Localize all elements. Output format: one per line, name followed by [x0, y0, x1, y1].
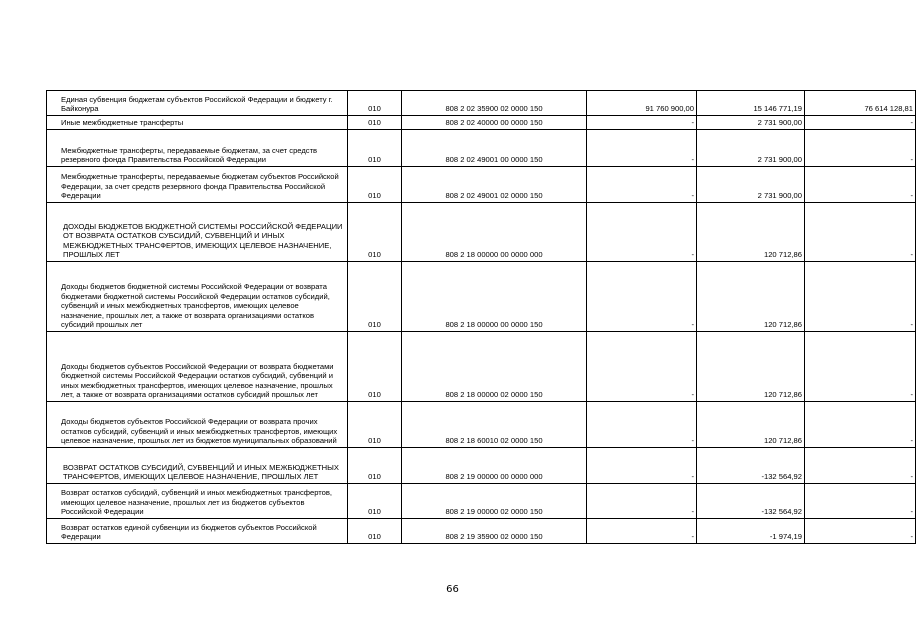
row-kbk: 808 2 02 49001 00 0000 150: [402, 130, 587, 167]
row-approved: 91 760 900,00: [587, 91, 697, 116]
table-row: [47, 91, 916, 116]
row-executed: 120 712,86: [697, 402, 805, 448]
row-name: Доходы бюджетов субъектов Российской Федерации от возврата бюджетами бюджетной системы Российской Федерации остатков субсидий, субвенций и иных межбюджетных трансфертов, имеющих целевое назначение, прошлых лет, а также от возврата организациями остатков субсидий прошлых лет: [47, 332, 348, 402]
row-kbk: 808 2 19 00000 02 0000 150: [402, 484, 587, 519]
row-unexecuted: -: [805, 332, 916, 402]
row-approved: -: [587, 262, 697, 332]
table-row: [47, 130, 916, 167]
row-unexecuted: -: [805, 519, 916, 544]
row-approved: -: [587, 484, 697, 519]
row-name: Иные межбюджетные трансферты: [47, 116, 348, 130]
row-unexecuted: -: [805, 203, 916, 262]
row-executed: 120 712,86: [697, 262, 805, 332]
row-kbk: 808 2 02 35900 02 0000 150: [402, 91, 587, 116]
row-executed: 2 731 900,00: [697, 130, 805, 167]
row-unexecuted: -: [805, 116, 916, 130]
row-code: 010: [348, 484, 402, 519]
table-row: [47, 167, 916, 203]
row-code: 010: [348, 91, 402, 116]
row-executed: -132 564,92: [697, 448, 805, 484]
row-executed: 15 146 771,19: [697, 91, 805, 116]
table-row: [47, 203, 916, 262]
row-code: 010: [348, 203, 402, 262]
table-row: [47, 262, 916, 332]
row-code: 010: [348, 167, 402, 203]
row-executed: 2 731 900,00: [697, 116, 805, 130]
row-name: Межбюджетные трансферты, передаваемые бюджетам субъектов Российской Федерации, за счет средств резервного фонда Правительства Российской Федерации: [47, 167, 348, 203]
row-executed: -1 974,19: [697, 519, 805, 544]
row-name: Возврат остатков единой субвенции из бюджетов субъектов Российской Федерации: [47, 519, 348, 544]
row-executed: -132 564,92: [697, 484, 805, 519]
row-executed: 120 712,86: [697, 203, 805, 262]
page-number: 66: [446, 584, 459, 595]
row-kbk: 808 2 19 00000 00 0000 000: [402, 448, 587, 484]
row-unexecuted: -: [805, 448, 916, 484]
row-approved: -: [587, 448, 697, 484]
table-row: [47, 116, 916, 130]
row-unexecuted: -: [805, 402, 916, 448]
row-code: 010: [348, 262, 402, 332]
row-kbk: 808 2 18 00000 00 0000 000: [402, 203, 587, 262]
row-unexecuted: 76 614 128,81: [805, 91, 916, 116]
row-kbk: 808 2 18 00000 00 0000 150: [402, 262, 587, 332]
row-name: Возврат остатков субсидий, субвенций и иных межбюджетных трансфертов, имеющих целевое назначение, прошлых лет из бюджетов субъектов Российской Федерации: [47, 484, 348, 519]
row-executed: 2 731 900,00: [697, 167, 805, 203]
row-executed: 120 712,86: [697, 332, 805, 402]
row-kbk: 808 2 02 49001 02 0000 150: [402, 167, 587, 203]
row-unexecuted: -: [805, 167, 916, 203]
row-unexecuted: -: [805, 484, 916, 519]
row-name: ДОХОДЫ БЮДЖЕТОВ БЮДЖЕТНОЙ СИСТЕМЫ РОССИЙСКОЙ ФЕДЕРАЦИИ ОТ ВОЗВРАТА ОСТАТКОВ СУБСИДИЙ, СУБВЕНЦИЙ И ИНЫХ МЕЖБЮДЖЕТНЫХ ТРАНСФЕРТОВ, ИМЕЮЩИХ ЦЕЛЕВОЕ НАЗНАЧЕНИЕ, ПРОШЛЫХ ЛЕТ: [47, 203, 348, 262]
table-row: [47, 484, 916, 519]
row-kbk: 808 2 19 35900 02 0000 150: [402, 519, 587, 544]
table-row: [47, 332, 916, 402]
row-code: 010: [348, 130, 402, 167]
row-name: Доходы бюджетов бюджетной системы Российской Федерации от возврата бюджетами бюджетной системы Российской Федерации остатков субсидий, субвенций и иных межбюджетных трансфертов, имеющих целевое назначение, прошлых лет, а также от возврата организациями остатков субсидий прошлых лет: [47, 262, 348, 332]
row-unexecuted: -: [805, 130, 916, 167]
row-name: Доходы бюджетов субъектов Российской Федерации от возврата прочих остатков субсидий, субвенций и иных межбюджетных трансфертов, имеющих целевое назначение, прошлых лет из бюджетов муниципальных образований: [47, 402, 348, 448]
table-row: [47, 402, 916, 448]
row-approved: -: [587, 116, 697, 130]
row-approved: -: [587, 402, 697, 448]
table-row: [47, 448, 916, 484]
row-approved: -: [587, 519, 697, 544]
table-row: [47, 519, 916, 544]
row-unexecuted: -: [805, 262, 916, 332]
row-approved: -: [587, 332, 697, 402]
row-approved: -: [587, 130, 697, 167]
row-name: Межбюджетные трансферты, передаваемые бюджетам, за счет средств резервного фонда Правительства Российской Федерации: [47, 130, 348, 167]
row-code: 010: [348, 448, 402, 484]
row-kbk: 808 2 18 00000 02 0000 150: [402, 332, 587, 402]
budget-income-table: [46, 90, 916, 544]
row-kbk: 808 2 18 60010 02 0000 150: [402, 402, 587, 448]
row-name: ВОЗВРАТ ОСТАТКОВ СУБСИДИЙ, СУБВЕНЦИЙ И ИНЫХ МЕЖБЮДЖЕТНЫХ ТРАНСФЕРТОВ, ИМЕЮЩИХ ЦЕЛЕВОЕ НАЗНАЧЕНИЕ, ПРОШЛЫХ ЛЕТ: [47, 448, 348, 484]
row-kbk: 808 2 02 40000 00 0000 150: [402, 116, 587, 130]
row-approved: -: [587, 167, 697, 203]
row-code: 010: [348, 332, 402, 402]
row-code: 010: [348, 116, 402, 130]
row-approved: -: [587, 203, 697, 262]
row-code: 010: [348, 519, 402, 544]
row-name: Единая субвенция бюджетам субъектов Российской Федерации и бюджету г. Байконура: [47, 91, 348, 116]
row-code: 010: [348, 402, 402, 448]
